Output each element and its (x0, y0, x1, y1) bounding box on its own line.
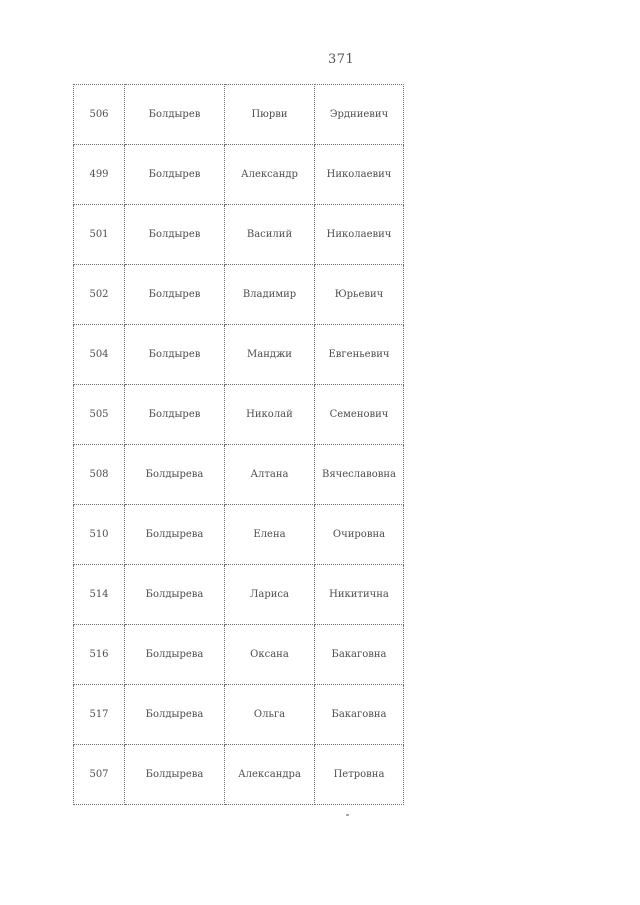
last-name-cell: Болдырев (125, 325, 225, 385)
record-id-cell: 507 (74, 745, 125, 805)
last-name-cell: Болдырева (125, 505, 225, 565)
first-name-cell: Николай (225, 385, 315, 445)
patronymic-cell: Евгеньевич (315, 325, 404, 385)
last-name-cell: Болдырев (125, 385, 225, 445)
first-name-cell: Владимир (225, 265, 315, 325)
patronymic-cell: Петровна (315, 745, 404, 805)
last-name-cell: Болдырева (125, 565, 225, 625)
patronymic-cell: Семенович (315, 385, 404, 445)
table-row (74, 265, 404, 325)
first-name-cell: Ольга (225, 685, 315, 745)
page-number: 371 (328, 52, 355, 67)
first-name-cell: Елена (225, 505, 315, 565)
patronymic-cell: Бакаговна (315, 625, 404, 685)
table-row (74, 145, 404, 205)
record-id-cell: 516 (74, 625, 125, 685)
record-id-cell: 510 (74, 505, 125, 565)
record-id-cell: 517 (74, 685, 125, 745)
patronymic-cell: Эрдниевич (315, 85, 404, 145)
table-row (74, 325, 404, 385)
table-row (74, 205, 404, 265)
last-name-cell: Болдырев (125, 265, 225, 325)
table-row (74, 625, 404, 685)
last-name-cell: Болдырева (125, 745, 225, 805)
record-id-cell: 501 (74, 205, 125, 265)
last-name-cell: Болдырева (125, 445, 225, 505)
record-id-cell: 508 (74, 445, 125, 505)
names-table (73, 84, 404, 805)
first-name-cell: Оксана (225, 625, 315, 685)
first-name-cell: Лариса (225, 565, 315, 625)
record-id-cell: 499 (74, 145, 125, 205)
record-id-cell: 505 (74, 385, 125, 445)
table-row (74, 85, 404, 145)
first-name-cell: Манджи (225, 325, 315, 385)
table-row (74, 685, 404, 745)
first-name-cell: Алтана (225, 445, 315, 505)
patronymic-cell: Николаевич (315, 145, 404, 205)
table-row (74, 505, 404, 565)
last-name-cell: Болдырев (125, 145, 225, 205)
patronymic-cell: Бакаговна (315, 685, 404, 745)
first-name-cell: Александра (225, 745, 315, 805)
first-name-cell: Александр (225, 145, 315, 205)
table-row (74, 565, 404, 625)
record-id-cell: 504 (74, 325, 125, 385)
patronymic-cell: Очировна (315, 505, 404, 565)
record-id-cell: 514 (74, 565, 125, 625)
first-name-cell: Василий (225, 205, 315, 265)
table-row (74, 745, 404, 805)
table-body (74, 85, 404, 805)
patronymic-cell: Никитична (315, 565, 404, 625)
last-name-cell: Болдырева (125, 625, 225, 685)
table-row (74, 445, 404, 505)
scan-speck (346, 814, 349, 816)
table-row (74, 385, 404, 445)
patronymic-cell: Юрьевич (315, 265, 404, 325)
last-name-cell: Болдырева (125, 685, 225, 745)
record-id-cell: 506 (74, 85, 125, 145)
patronymic-cell: Николаевич (315, 205, 404, 265)
last-name-cell: Болдырев (125, 85, 225, 145)
first-name-cell: Пюрви (225, 85, 315, 145)
last-name-cell: Болдырев (125, 205, 225, 265)
record-id-cell: 502 (74, 265, 125, 325)
patronymic-cell: Вячеславовна (315, 445, 404, 505)
